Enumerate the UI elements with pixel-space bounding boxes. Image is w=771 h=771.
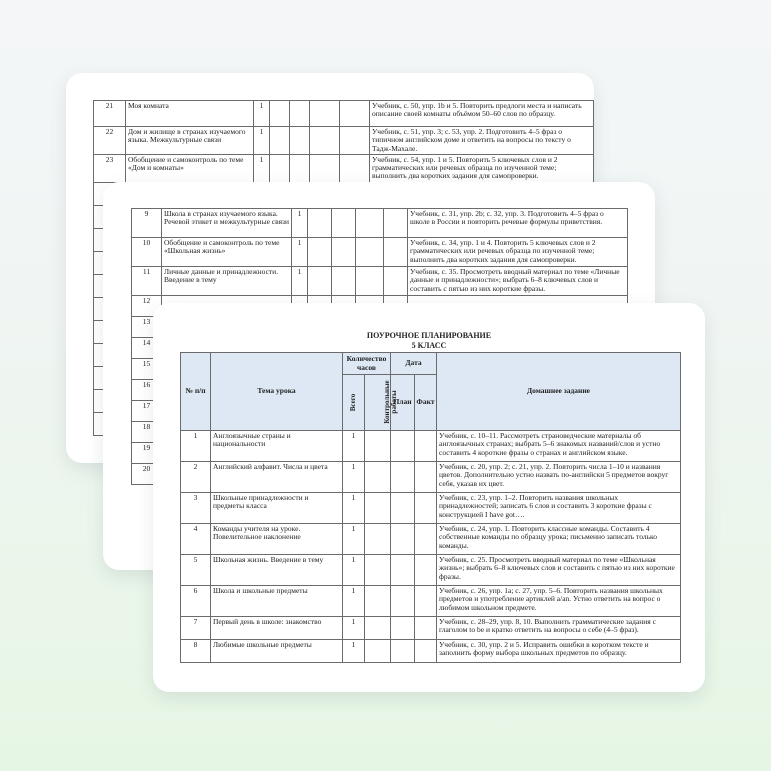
table-row bbox=[94, 101, 594, 127]
lesson-hours: 1 bbox=[343, 586, 365, 617]
empty-cell bbox=[270, 154, 290, 182]
header-homework: Домашнее задание bbox=[437, 353, 681, 431]
lesson-number: 9 bbox=[132, 209, 162, 238]
empty-cell bbox=[365, 555, 391, 586]
empty-cell bbox=[332, 209, 356, 238]
empty-cell bbox=[391, 617, 415, 640]
empty-cell bbox=[340, 154, 370, 182]
empty-cell bbox=[415, 640, 437, 663]
table-header-row bbox=[181, 353, 681, 375]
lesson-number: 17 bbox=[132, 401, 162, 422]
lesson-number: 4 bbox=[181, 524, 211, 555]
lesson-homework: Учебник, с. 30, упр. 2 и 5. Исправить ошибки в коротком тексте и заполнить форму выбора школьных предметов по образцу. bbox=[437, 640, 681, 663]
table-row bbox=[181, 493, 681, 524]
lesson-homework: Учебник, с. 25. Просмотреть вводный материал по теме «Школьная жизнь»; выбрать 6–8 ключевых слов и составить с пятью из них короткие фразы. bbox=[437, 555, 681, 586]
empty-cell bbox=[391, 462, 415, 493]
empty-cell bbox=[356, 238, 384, 267]
lesson-number: 7 bbox=[181, 617, 211, 640]
table-row bbox=[181, 586, 681, 617]
table-row bbox=[181, 617, 681, 640]
header-fact: Факт bbox=[415, 375, 437, 431]
empty-cell bbox=[415, 524, 437, 555]
lesson-number: 13 bbox=[132, 317, 162, 338]
empty-cell bbox=[415, 586, 437, 617]
lesson-topic: Школа в странах изучаемого языка. Речевой этикет и межкультурные связи bbox=[162, 209, 292, 238]
table-row bbox=[181, 640, 681, 663]
lesson-number: 14 bbox=[132, 338, 162, 359]
table-row bbox=[94, 154, 594, 182]
empty-cell bbox=[384, 238, 408, 267]
lesson-number: 15 bbox=[132, 359, 162, 380]
empty-cell bbox=[270, 101, 290, 127]
lesson-topic: Дом и жилище в странах изучаемого языка. Межкультурные связи bbox=[126, 127, 254, 155]
lesson-topic: Личные данные и принадлежности. Введение в тему bbox=[162, 267, 292, 296]
lesson-number: 22 bbox=[94, 127, 126, 155]
lesson-topic: Школа и школьные предметы bbox=[211, 586, 343, 617]
empty-cell bbox=[391, 524, 415, 555]
lesson-hours: 1 bbox=[254, 127, 270, 155]
lesson-hours: 1 bbox=[343, 524, 365, 555]
lesson-homework: Учебник, с. 34, упр. 1 и 4. Повторить 5 ключевых слов и 2 грамматических или речевых образца по изученной теме; выполнить два коротких задания для самопроверки. bbox=[408, 238, 628, 267]
empty-cell bbox=[365, 462, 391, 493]
lesson-homework: Учебник, с. 26, упр. 1а; с. 27, упр. 5–6. Повторить названия школьных предметов и употребление артиклей a/an. Устно ответить на вопрос о любимом школьном предмете. bbox=[437, 586, 681, 617]
lesson-topic: Первый день в школе: знакомство bbox=[211, 617, 343, 640]
table-row bbox=[181, 524, 681, 555]
lesson-topic: Англоязычные страны и национальности bbox=[211, 431, 343, 462]
empty-cell bbox=[310, 127, 340, 155]
lesson-number: 10 bbox=[132, 238, 162, 267]
empty-cell bbox=[290, 127, 310, 155]
empty-cell bbox=[340, 127, 370, 155]
empty-cell bbox=[415, 617, 437, 640]
lesson-homework: Учебник, с. 51, упр. 3; с. 53, упр. 2. Подготовить 4–5 фраз о типичном английском доме и ответить на вопросы по тексту о Тадж-Махале. bbox=[370, 127, 594, 155]
header-total bbox=[343, 375, 365, 431]
lesson-hours: 1 bbox=[292, 238, 308, 267]
document-title: ПОУРОЧНОЕ ПЛАНИРОВАНИЕ bbox=[366, 331, 492, 340]
lesson-hours: 1 bbox=[343, 555, 365, 586]
lesson-homework: Учебник, с. 35. Просмотреть вводный материал по теме «Личные данные и принадлежности»; выбрать 6–8 ключевых слов и составить с пятью из них короткие фразы. bbox=[408, 267, 628, 296]
table-row bbox=[181, 555, 681, 586]
lesson-number: 19 bbox=[132, 443, 162, 464]
lesson-number: 23 bbox=[94, 154, 126, 182]
lesson-number: 18 bbox=[132, 422, 162, 443]
lesson-topic: Любимые школьные предметы bbox=[211, 640, 343, 663]
empty-cell bbox=[365, 586, 391, 617]
table-row bbox=[181, 431, 681, 462]
empty-cell bbox=[415, 555, 437, 586]
lesson-number: 2 bbox=[181, 462, 211, 493]
empty-cell bbox=[384, 267, 408, 296]
table-row bbox=[132, 209, 628, 238]
lesson-homework: Учебник, с. 28–29, упр. 8, 10. Выполнить грамматические задания с глаголом to be и кратко ответить на вопросы о себе (4–5 фраз). bbox=[437, 617, 681, 640]
lesson-hours: 1 bbox=[343, 431, 365, 462]
table-row bbox=[181, 462, 681, 493]
lesson-homework: Учебник, с. 20, упр. 2; с. 21, упр. 2. Повторить числа 1–10 и названия цветов. Дополнительно устно назвать по-английски 5 предметов вокруг себя, указав их цвет. bbox=[437, 462, 681, 493]
lesson-homework: Учебник, с. 31, упр. 2b; с. 32, упр. 3. Подготовить 4–5 фраз о школе в России и повторить речевые формулы приветствия. bbox=[408, 209, 628, 238]
empty-cell bbox=[365, 640, 391, 663]
lesson-hours: 1 bbox=[292, 267, 308, 296]
header-plan: План bbox=[391, 375, 415, 431]
lesson-topic: Школьная жизнь. Введение в тему bbox=[211, 555, 343, 586]
lesson-homework: Учебник, с. 10–11. Рассмотреть страноведческие материалы об англоязычных странах; выбрать 5–6 знакомых названий/слов и устно составить 4 короткие фразы о странах и английском языке. bbox=[437, 431, 681, 462]
empty-cell bbox=[310, 154, 340, 182]
header-control bbox=[365, 375, 398, 431]
header-number: № п/п bbox=[181, 353, 211, 431]
lesson-number: 20 bbox=[132, 464, 162, 485]
empty-cell bbox=[340, 101, 370, 127]
lesson-hours: 1 bbox=[343, 493, 365, 524]
lesson-number: 6 bbox=[181, 586, 211, 617]
lesson-number: 3 bbox=[181, 493, 211, 524]
table-row bbox=[132, 267, 628, 296]
lesson-topic: Команды учителя на уроке. Повелительное наклонение bbox=[211, 524, 343, 555]
lesson-homework: Учебник, с. 24, упр. 1. Повторить классные команды. Составить 4 собственные команды по образцу урока; письменно записать только команды. bbox=[437, 524, 681, 555]
empty-cell bbox=[365, 617, 391, 640]
lesson-hours: 1 bbox=[254, 154, 270, 182]
document-subtitle: 5 КЛАСС bbox=[411, 341, 447, 350]
lesson-topic: Моя комната bbox=[126, 101, 254, 127]
empty-cell bbox=[415, 462, 437, 493]
empty-cell bbox=[365, 493, 391, 524]
lesson-number: 8 bbox=[181, 640, 211, 663]
lesson-hours: 1 bbox=[254, 101, 270, 127]
empty-cell bbox=[290, 101, 310, 127]
lesson-number: 1 bbox=[181, 431, 211, 462]
lesson-hours: 1 bbox=[343, 617, 365, 640]
empty-cell bbox=[308, 238, 332, 267]
lesson-hours: 1 bbox=[343, 462, 365, 493]
empty-cell bbox=[391, 586, 415, 617]
empty-cell bbox=[356, 267, 384, 296]
lesson-plan-table bbox=[180, 352, 681, 663]
empty-cell bbox=[365, 431, 391, 462]
empty-cell bbox=[391, 431, 415, 462]
table-row bbox=[94, 127, 594, 155]
empty-cell bbox=[391, 640, 415, 663]
empty-cell bbox=[270, 127, 290, 155]
lesson-homework: Учебник, с. 50, упр. 1b и 5. Повторить предлоги места и написать описание своей комнаты объёмом 50–60 слов по образцу. bbox=[370, 101, 594, 127]
empty-cell bbox=[308, 209, 332, 238]
lesson-topic: Английский алфавит. Числа и цвета bbox=[211, 462, 343, 493]
empty-cell bbox=[332, 267, 356, 296]
lesson-number: 11 bbox=[132, 267, 162, 296]
empty-cell bbox=[290, 154, 310, 182]
empty-cell bbox=[391, 493, 415, 524]
header-date-group: Дата bbox=[391, 353, 437, 375]
header-total-label: Всего bbox=[348, 394, 357, 412]
lesson-topic: Обобщение и самоконтроль по теме «Школьная жизнь» bbox=[162, 238, 292, 267]
lesson-homework: Учебник, с. 23, упр. 1–2. Повторить названия школьных принадлежностей; записать 6 слов и составить 3 короткие фразы с конструкцией I have got…. bbox=[437, 493, 681, 524]
lesson-number: 12 bbox=[132, 296, 162, 317]
header-control-label: Контрольные работы bbox=[383, 380, 398, 425]
empty-cell bbox=[310, 101, 340, 127]
worksheet-page-front bbox=[153, 303, 705, 692]
header-topic: Тема урока bbox=[211, 353, 343, 431]
empty-cell bbox=[415, 431, 437, 462]
empty-cell bbox=[332, 238, 356, 267]
lesson-hours: 1 bbox=[343, 640, 365, 663]
lesson-homework: Учебник, с. 54, упр. 1 и 5. Повторить 5 ключевых слов и 2 грамматических или речевых образца по изученной теме; выполнить два коротких задания для самопроверки. bbox=[370, 154, 594, 182]
empty-cell bbox=[391, 555, 415, 586]
lesson-topic: Обобщение и самоконтроль по теме «Дом и комнаты» bbox=[126, 154, 254, 182]
lesson-number: 16 bbox=[132, 380, 162, 401]
empty-cell bbox=[415, 493, 437, 524]
empty-cell bbox=[384, 209, 408, 238]
table-row bbox=[132, 238, 628, 267]
header-hours-group: Количество часов bbox=[343, 353, 391, 375]
lesson-hours: 1 bbox=[292, 209, 308, 238]
empty-cell bbox=[365, 524, 391, 555]
lesson-number: 5 bbox=[181, 555, 211, 586]
empty-cell bbox=[308, 267, 332, 296]
lesson-number: 21 bbox=[94, 101, 126, 127]
lesson-topic: Школьные принадлежности и предметы класса bbox=[211, 493, 343, 524]
empty-cell bbox=[356, 209, 384, 238]
